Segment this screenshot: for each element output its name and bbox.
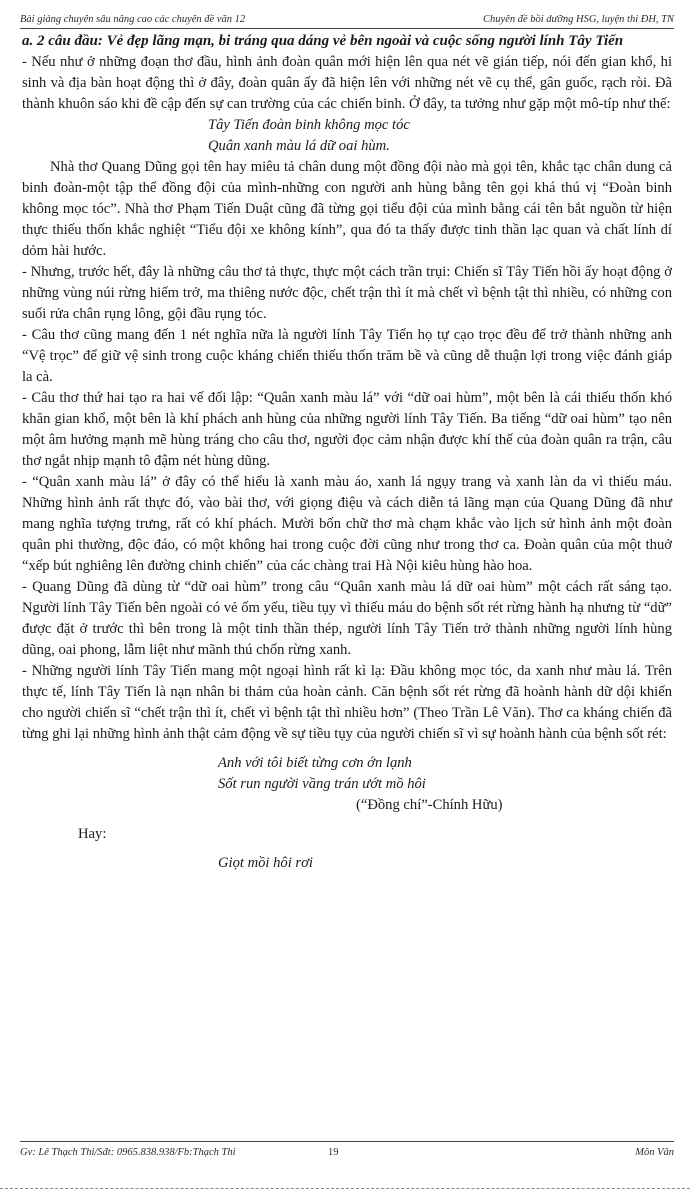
paragraph-8: - Những người lính Tây Tiến mang một ngoại hình rất kì lạ: Đầu không mọc tóc, da xanh như màu lá. Trên thực tế, lính Tây Tiến là nạn nhân bi thảm của hoàn cảnh. Căn bệnh sốt rét rừng đã hoành hành dữ dội khiến cho người chiến sĩ “chết trận thì ít, chết vì bệnh tật thì nhiều hơn” (Theo Trần Lê Văn). Thơ ca kháng chiến đã từng ghi lại những hình ảnh thật cảm động về sự tiều tụy của người chiến sĩ vì sự hoành hành của bệnh sốt rét: [22, 663, 672, 742]
footer-left-text: Gv: Lê Thạch Thi/Sđt: 0965.838.938/Fb:Thạch Thi [20, 1146, 236, 1158]
paragraph-4: - Câu thơ cũng mang đến 1 nét nghĩa nữa là người lính Tây Tiến họ tự cạo trọc đều để trở thành những anh “Vệ trọc” để giữ vệ sinh trong cuộc kháng chiến thiếu thốn trăm bề và cũng dễ thuận lợi trong việc đánh giáp la cà. [22, 327, 672, 385]
hay-label: Hay: [78, 826, 107, 842]
paragraph-1: - Nếu như ở những đoạn thơ đầu, hình ảnh đoàn quân mới hiện lên qua nét vẽ gián tiếp, nói đến gian khổ, hi sinh và địa bàn hoạt động thì ở đây, đoàn quân ấy đã hiện lên với những nét vẽ cụ thể, gân guốc, rạch ròi. Đã thành khuôn sáo khi đề cập đến sự can trường của các chiến binh. Ở đây, ta tưởng như gặp một mô-típ như thế: [22, 54, 672, 112]
header-rule [20, 28, 674, 29]
verse-line-5: Giọt mồi hôi rơi [218, 855, 313, 871]
page-header [20, 10, 674, 28]
verse-line-4: Sốt run người vầng trán ướt mồ hôi [218, 776, 426, 792]
page-number: 19 [328, 1146, 339, 1158]
scan-edge-line [0, 1188, 690, 1189]
footer-rule [20, 1141, 674, 1142]
paragraph-5: - Câu thơ thứ hai tạo ra hai vế đối lập: “Quân xanh màu lá” với “dữ oai hùm”, một bên là cái thiếu thốn khó khăn gian khổ, một bên là khí phách anh hùng của những người lính Tây Tiến. Ba tiếng “dữ oai hùm” tạo nên một âm hưởng mạnh mẽ hùng tráng cho câu thơ, người đọc cảm nhận được khí thế của đoàn quân ra trận, câu thơ ngắt nhịp mạnh tô đậm nét hùng dũng. [22, 390, 672, 469]
section-heading: a. 2 câu đầu: Vẻ đẹp lãng mạn, bi tráng qua dáng vẻ bên ngoài và cuộc sống người lính Tây Tiến [22, 33, 624, 49]
paragraph-6: - “Quân xanh màu lá” ở đây có thể hiểu là xanh màu áo, xanh lá ngụy trang và xanh làn da vì thiếu máu. Những hình ảnh rất thực đó, vào bài thơ, với giọng điệu và cách diễn tả lãng mạn của Quang Dũng đã như mang nghĩa tượng trưng, rất có khí phách. Mười bốn chữ thơ mà chạm khắc vào lịch sử hình ảnh một đoàn quân phi thường, độc đáo, có một không hai trong cuộc đời cũng như trong thơ ca. Đoàn quân của một thuở “xếp bút nghiêng lên đường chinh chiến” của các chàng trai Hà Nội kiêu hùng hào hoa. [22, 474, 672, 574]
verse-line-1: Tây Tiến đoàn binh không mọc tóc [208, 117, 410, 133]
paragraph-3: - Nhưng, trước hết, đây là những câu thơ tả thực, thực một cách trần trụi: Chiến sĩ Tây Tiến hồi ấy hoạt động ở những vùng núi rừng hiểm trở, ma thiêng nước độc, chết trận thì ít mà chết vì bệnh tật thì nhiều, có những con suối rửa chân rụng lông, gội đầu rụng tóc. [22, 264, 672, 322]
verse-source: (“Đồng chí”-Chính Hữu) [356, 797, 503, 813]
verse-line-3: Anh với tôi biết từng cơn ớn lạnh [218, 755, 412, 771]
header-left-text: Bài giảng chuyên sâu nâng cao các chuyên đề văn 12 [20, 13, 246, 25]
page-content [22, 31, 672, 874]
header-right-text: Chuyên đề bồi dưỡng HSG, luyện thi ĐH, TN [483, 13, 674, 25]
paragraph-2: Nhà thơ Quang Dũng gọi tên hay miêu tả chân dung một đồng đội nào mà gọi tên, khắc tạc chân dung cả binh đoàn-một tập thể đồng đội của mình-những con người anh hùng bằng tên gọi khá thú vị “Đoàn binh không mọc tóc”. Nhà thơ Phạm Tiến Duật cũng đã từng gọi tiểu đội của mình bằng cái tên bắt nguồn từ hiện thực thiếu thốn khắc nghiệt “Tiểu đội xe không kính”, qua đó ta thấy được tinh thần lạc quan và chất lính dí dỏm hài hước. [22, 159, 672, 259]
footer-right-text: Môn Văn [635, 1146, 674, 1158]
verse-line-2: Quân xanh màu lá dữ oai hùm. [208, 138, 390, 154]
page-footer [20, 1144, 674, 1160]
paragraph-7: - Quang Dũng đã dùng từ “dữ oai hùm” trong câu “Quân xanh màu lá dữ oai hùm” một cách rất sáng tạo. Người lính Tây Tiến bên ngoài có vẻ ốm yếu, tiều tụy vì thiếu máu do bệnh sốt rét rừng hành hạ nhưng từ “dữ” được đặt ở trước thì bên trong là một tinh thần thép, người lính Tây Tiến trở thành những người lính hùng dũng, oai phong, lẫm liệt như mãnh thú chốn rừng xanh. [22, 579, 672, 658]
